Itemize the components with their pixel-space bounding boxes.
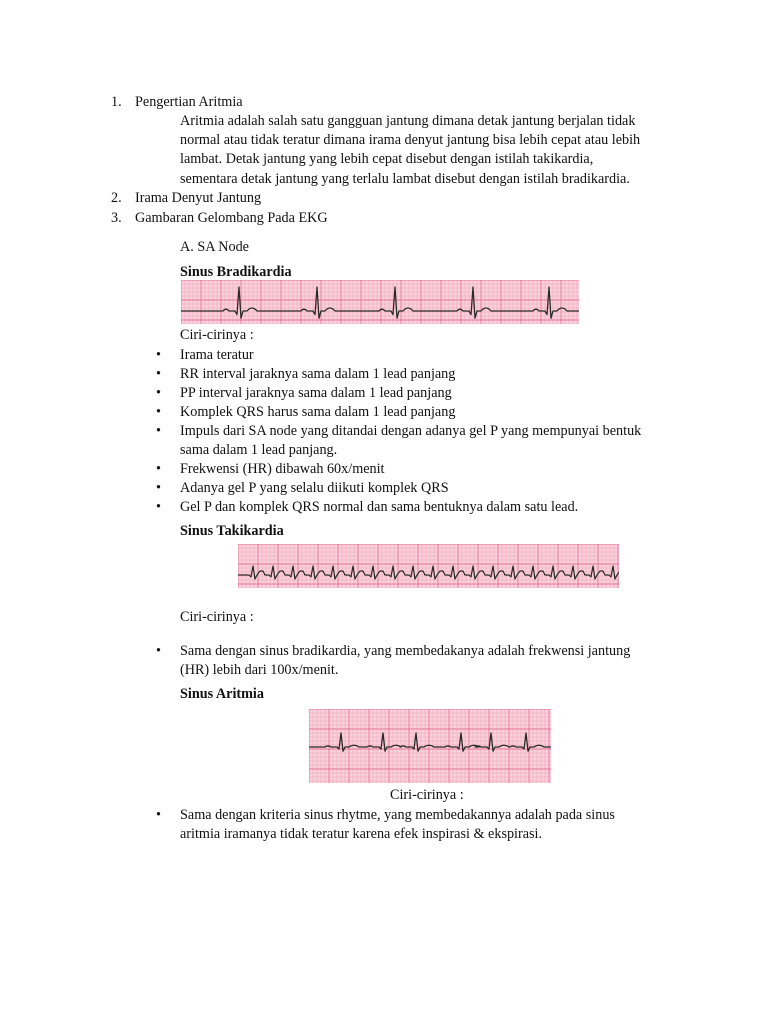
- ciri-label: Ciri-cirinya :: [180, 327, 254, 343]
- list-item: Sama dengan sinus bradikardia, yang membedakanya adalah frekwensi jantung: [180, 643, 631, 659]
- section-number: 3.: [111, 210, 122, 226]
- subsection-heading: A. SA Node: [180, 239, 249, 255]
- list-item: Impuls dari SA node yang ditandai dengan adanya gel P yang mempunyai bentuk: [180, 423, 642, 439]
- bullet-icon: •: [156, 461, 161, 477]
- list-item-continuation: (HR) lebih dari 100x/menit.: [180, 662, 339, 678]
- ecg-strip-aritmia: [309, 709, 551, 783]
- list-item: Komplek QRS harus sama dalam 1 lead panjang: [180, 404, 456, 420]
- bradikardia-title: Sinus Bradikardia: [180, 264, 292, 280]
- bullet-icon: •: [156, 480, 161, 496]
- list-item: RR interval jaraknya sama dalam 1 lead panjang: [180, 366, 456, 382]
- ciri-label: Ciri-cirinya :: [180, 609, 254, 625]
- list-item-continuation: aritmia iramanya tidak teratur karena efek inspirasi & ekspirasi.: [180, 826, 543, 842]
- ecg-strip-bradikardia: [181, 280, 579, 324]
- section-title: Irama Denyut Jantung: [135, 190, 262, 206]
- list-item-continuation: sama dalam 1 lead panjang.: [180, 442, 338, 458]
- list-item: Adanya gel P yang selalu diikuti komplek QRS: [180, 480, 449, 496]
- list-item: Frekwensi (HR) dibawah 60x/menit: [180, 461, 385, 477]
- definition-line: sementara detak jantung yang terlalu lambat disebut dengan istilah bradikardia.: [180, 171, 630, 187]
- definition-line: lambat. Detak jantung yang lebih cepat disebut dengan istilah takikardia,: [180, 151, 594, 167]
- list-item: Irama teratur: [180, 347, 254, 363]
- section-number: 1.: [111, 94, 122, 110]
- ecg-strip-takikardia: [238, 544, 619, 588]
- bullet-icon: •: [156, 404, 161, 420]
- section-title: Pengertian Aritmia: [135, 94, 243, 110]
- list-item: Sama dengan kriteria sinus rhytme, yang membedakannya adalah pada sinus: [180, 807, 615, 823]
- bullet-icon: •: [156, 366, 161, 382]
- bullet-icon: •: [156, 499, 161, 515]
- bullet-icon: •: [156, 807, 161, 823]
- bullet-icon: •: [156, 643, 161, 659]
- definition-line: normal atau tidak teratur dimana irama denyut jantung bisa lebih cepat atau lebih: [180, 132, 641, 148]
- takikardia-title: Sinus Takikardia: [180, 523, 284, 539]
- list-item: PP interval jaraknya sama dalam 1 lead panjang: [180, 385, 452, 401]
- ciri-label: Ciri-cirinya :: [390, 787, 464, 803]
- list-item: Gel P dan komplek QRS normal dan sama bentuknya dalam satu lead.: [180, 499, 579, 515]
- section-number: 2.: [111, 190, 122, 206]
- bullet-icon: •: [156, 385, 161, 401]
- definition-line: Aritmia adalah salah satu gangguan jantung dimana detak jantung berjalan tidak: [180, 113, 636, 129]
- bullet-icon: •: [156, 423, 161, 439]
- aritmia-title: Sinus Aritmia: [180, 686, 264, 702]
- bullet-icon: •: [156, 347, 161, 363]
- section-title: Gambaran Gelombang Pada EKG: [135, 210, 328, 226]
